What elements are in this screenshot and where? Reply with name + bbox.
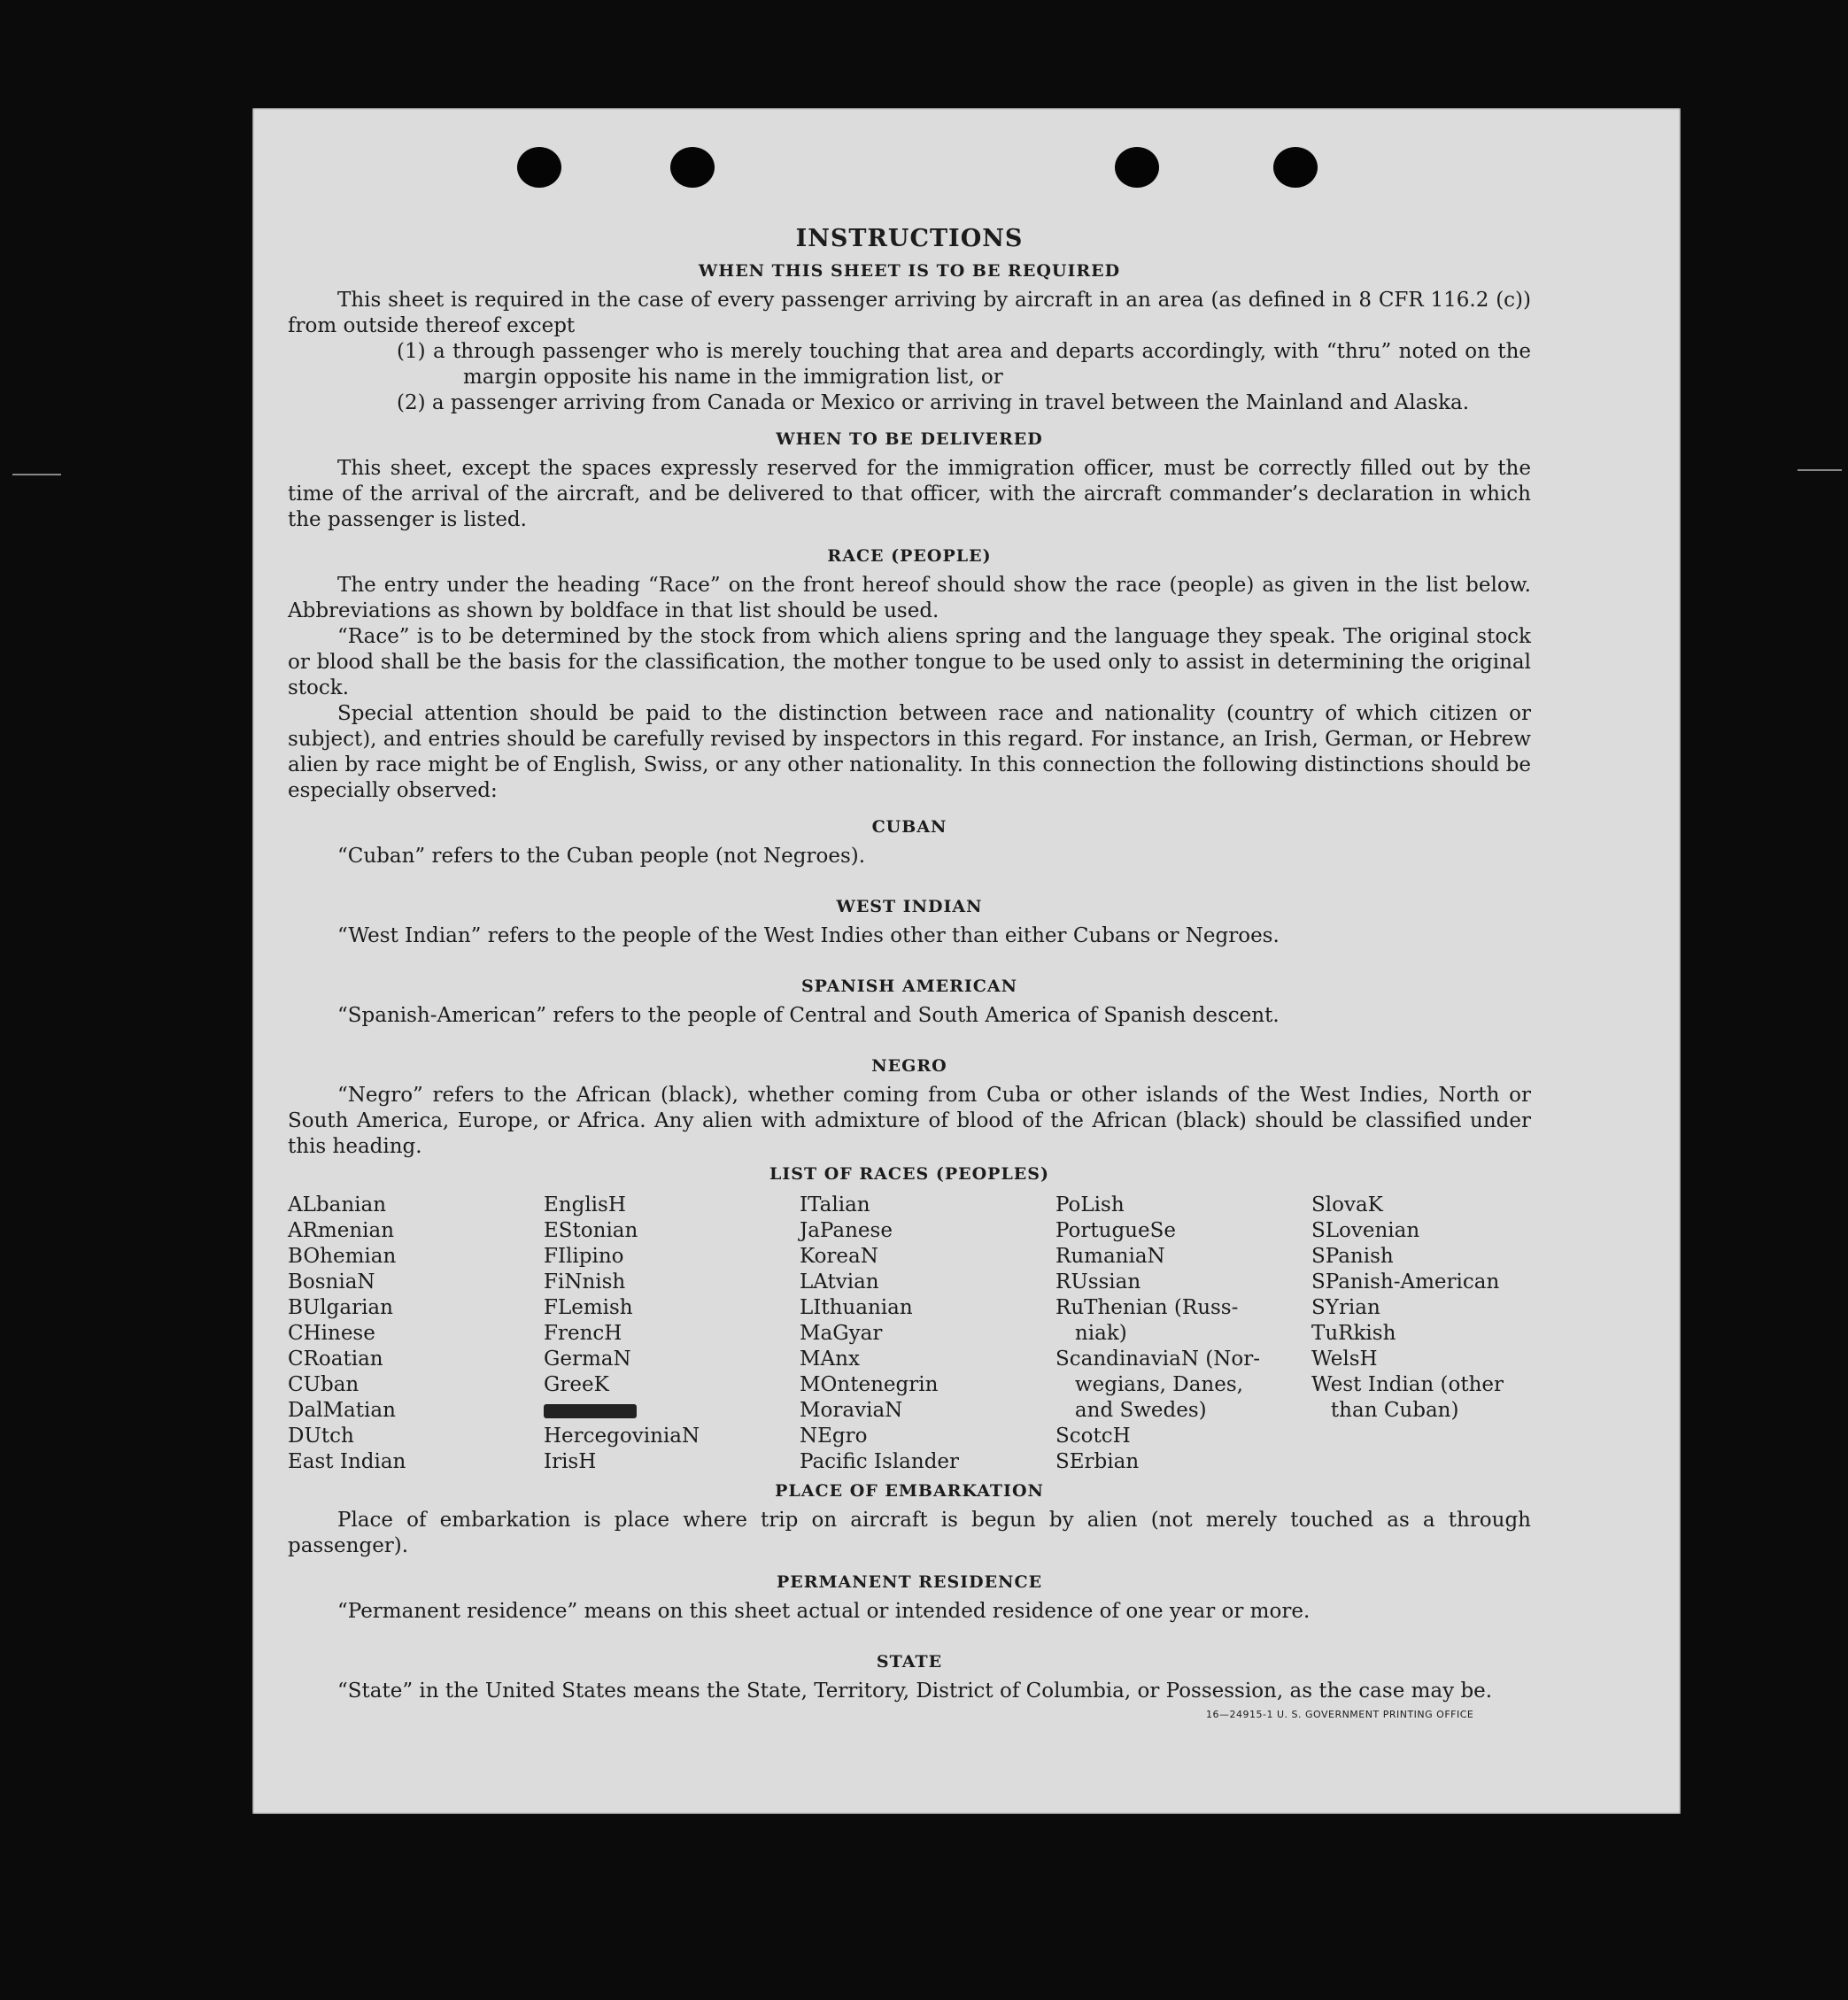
race-entry: CRoatian [288, 1347, 383, 1371]
race-entry: LIthuanian [800, 1296, 913, 1319]
race-entry: East Indian [288, 1450, 406, 1473]
race-entry: ScotcH [1055, 1425, 1131, 1448]
ink-blot [544, 1404, 637, 1418]
heading-when-required: WHEN THIS SHEET IS TO BE REQUIRED [698, 261, 1121, 281]
paragraph: Place of embarkation is place where trip on aircraft is begun by alien (not merely touched as a through passenger). [288, 1509, 1531, 1557]
race-entry: ITalian [800, 1193, 870, 1216]
printer-imprint: 16—24915-1 U. S. GOVERNMENT PRINTING OFFICE [1206, 1709, 1474, 1720]
exception-item-1: (1) a through passenger who is merely touching that area and departs accordingly, with “thru” noted on the margin opposite his name in the immigration list, or [397, 340, 1531, 389]
race-entry: ALbanian [288, 1193, 387, 1216]
race-entry: RumaniaN [1055, 1245, 1165, 1268]
races-column [800, 1193, 1055, 1475]
race-entry: West Indian (other [1311, 1373, 1504, 1396]
heading-when-delivered: WHEN TO BE DELIVERED [776, 429, 1043, 449]
race-entry: SYrian [1311, 1296, 1380, 1319]
punch-hole [1115, 147, 1159, 188]
scan-mark [1798, 469, 1842, 471]
paragraph: “State” in the United States means the State, Territory, District of Columbia, or Possession, as the case may be. [337, 1680, 1493, 1703]
race-entry: and Swedes) [1055, 1399, 1207, 1422]
race-entry: PoLish [1055, 1193, 1125, 1216]
race-entry: EnglisH [544, 1193, 626, 1216]
race-entry: GreeK [544, 1373, 609, 1396]
race-entry: MOntenegrin [800, 1373, 939, 1396]
race-entry: SPanish-American [1311, 1270, 1500, 1293]
race-entry: LAtvian [800, 1270, 879, 1293]
race-entry: SlovaK [1311, 1193, 1383, 1216]
races-list [288, 1193, 1531, 1475]
race-entry: SPanish [1311, 1245, 1394, 1268]
race-entry: ScandinaviaN (Nor- [1055, 1347, 1260, 1371]
paragraph: This sheet, except the spaces expressly reserved for the immigration officer, must be correctly filled out by the time of the arrival of the aircraft, and be delivered to that officer, with the aircraft commander’s declaration in which the passenger is listed. [288, 457, 1531, 531]
races-column [1055, 1193, 1311, 1475]
document-page [252, 108, 1681, 1814]
paragraph: “Permanent residence” means on this sheet actual or intended residence of one year or more. [337, 1600, 1311, 1623]
race-entry: RUssian [1055, 1270, 1141, 1293]
paragraph: “Negro” refers to the African (black), whether coming from Cuba or other islands of the West Indies, North or South America, Europe, or Africa. Any alien with admixture of blood of the African (black) should be classified under this heading. [288, 1084, 1531, 1158]
heading-place-of-embarkation: PLACE OF EMBARKATION [775, 1481, 1044, 1501]
race-entry: PortugueSe [1055, 1219, 1176, 1242]
race-entry: SLovenian [1311, 1219, 1420, 1242]
heading-list-of-races: LIST OF RACES (PEOPLES) [769, 1164, 1049, 1184]
race-entry: wegians, Danes, [1055, 1373, 1243, 1396]
race-entry-struck [544, 1398, 800, 1424]
paragraph: This sheet is required in the case of every passenger arriving by aircraft in an area (as defined in 8 CFR 116.2 (c)) from outside thereof except [288, 289, 1531, 337]
race-entry: DalMatian [288, 1399, 396, 1422]
race-entry: WelsH [1311, 1347, 1378, 1371]
race-entry: EStonian [544, 1219, 638, 1242]
heading-state: STATE [876, 1652, 943, 1672]
race-entry: MaGyar [800, 1322, 883, 1345]
race-entry: MoraviaN [800, 1399, 903, 1422]
race-entry: JaPanese [800, 1219, 893, 1242]
race-entry: DUtch [288, 1425, 354, 1448]
scan-mark [12, 474, 61, 475]
races-column [544, 1193, 800, 1475]
race-entry: CHinese [288, 1322, 375, 1345]
punch-hole [517, 147, 561, 188]
race-entry: SErbian [1055, 1450, 1140, 1473]
race-entry: FrencH [544, 1322, 622, 1345]
heading-cuban: CUBAN [871, 817, 947, 837]
race-entry: NEgro [800, 1425, 868, 1448]
paragraph: “West Indian” refers to the people of the West Indies other than either Cubans or Negroes. [337, 924, 1280, 947]
race-entry: ARmenian [288, 1219, 395, 1242]
paragraph: Special attention should be paid to the distinction between race and nationality (country of which citizen or subject), and entries should be carefully revised by inspectors in this regard. For instance, an Irish, German, or Hebrew alien by race might be of English, Swiss, or any other nationality. In this connection the following distinctions should be especially observed: [288, 702, 1531, 802]
race-entry: RuThenian (Russ- [1055, 1296, 1239, 1319]
race-entry: BUlgarian [288, 1296, 393, 1319]
race-entry: MAnx [800, 1347, 860, 1371]
paragraph: “Spanish-American” refers to the people of Central and South America of Spanish descent. [337, 1004, 1280, 1027]
races-column [1311, 1193, 1531, 1475]
race-entry: FIlipino [544, 1245, 624, 1268]
heading-west-indian: WEST INDIAN [836, 897, 983, 916]
instructions-body [288, 226, 1531, 1704]
race-entry: IrisH [544, 1450, 597, 1473]
punch-hole [1273, 147, 1318, 188]
race-entry: GermaN [544, 1347, 631, 1371]
race-entry: niak) [1055, 1322, 1127, 1345]
race-entry: Pacific Islander [800, 1450, 960, 1473]
race-entry: BosniaN [288, 1270, 375, 1293]
race-entry: TuRkish [1311, 1322, 1396, 1345]
race-entry: FiNnish [544, 1270, 626, 1293]
paragraph: “Race” is to be determined by the stock from which aliens spring and the language they speak. The original stock or blood shall be the basis for the classification, the mother tongue to be used only to assist in determining the original stock. [288, 625, 1531, 699]
race-entry: KoreaN [800, 1245, 878, 1268]
page-title: INSTRUCTIONS [795, 225, 1024, 252]
race-entry: BOhemian [288, 1245, 397, 1268]
heading-race: RACE (PEOPLE) [827, 546, 992, 566]
race-entry: CUban [288, 1373, 360, 1396]
race-entry: FLemish [544, 1296, 633, 1319]
heading-negro: NEGRO [871, 1056, 947, 1076]
exception-item-2: (2) a passenger arriving from Canada or Mexico or arriving in travel between the Mainland and Alaska. [397, 391, 1470, 414]
punch-hole [670, 147, 715, 188]
heading-spanish-american: SPANISH AMERICAN [800, 977, 1018, 996]
race-entry: HercegoviniaN [544, 1425, 700, 1448]
paragraph: “Cuban” refers to the Cuban people (not Negroes). [337, 845, 866, 868]
race-entry: than Cuban) [1311, 1399, 1459, 1422]
paragraph: The entry under the heading “Race” on the front hereof should show the race (people) as given in the list below. Abbreviations as shown by boldface in that list should be used. [288, 574, 1531, 622]
races-column [288, 1193, 544, 1475]
heading-permanent-residence: PERMANENT RESIDENCE [776, 1572, 1043, 1592]
